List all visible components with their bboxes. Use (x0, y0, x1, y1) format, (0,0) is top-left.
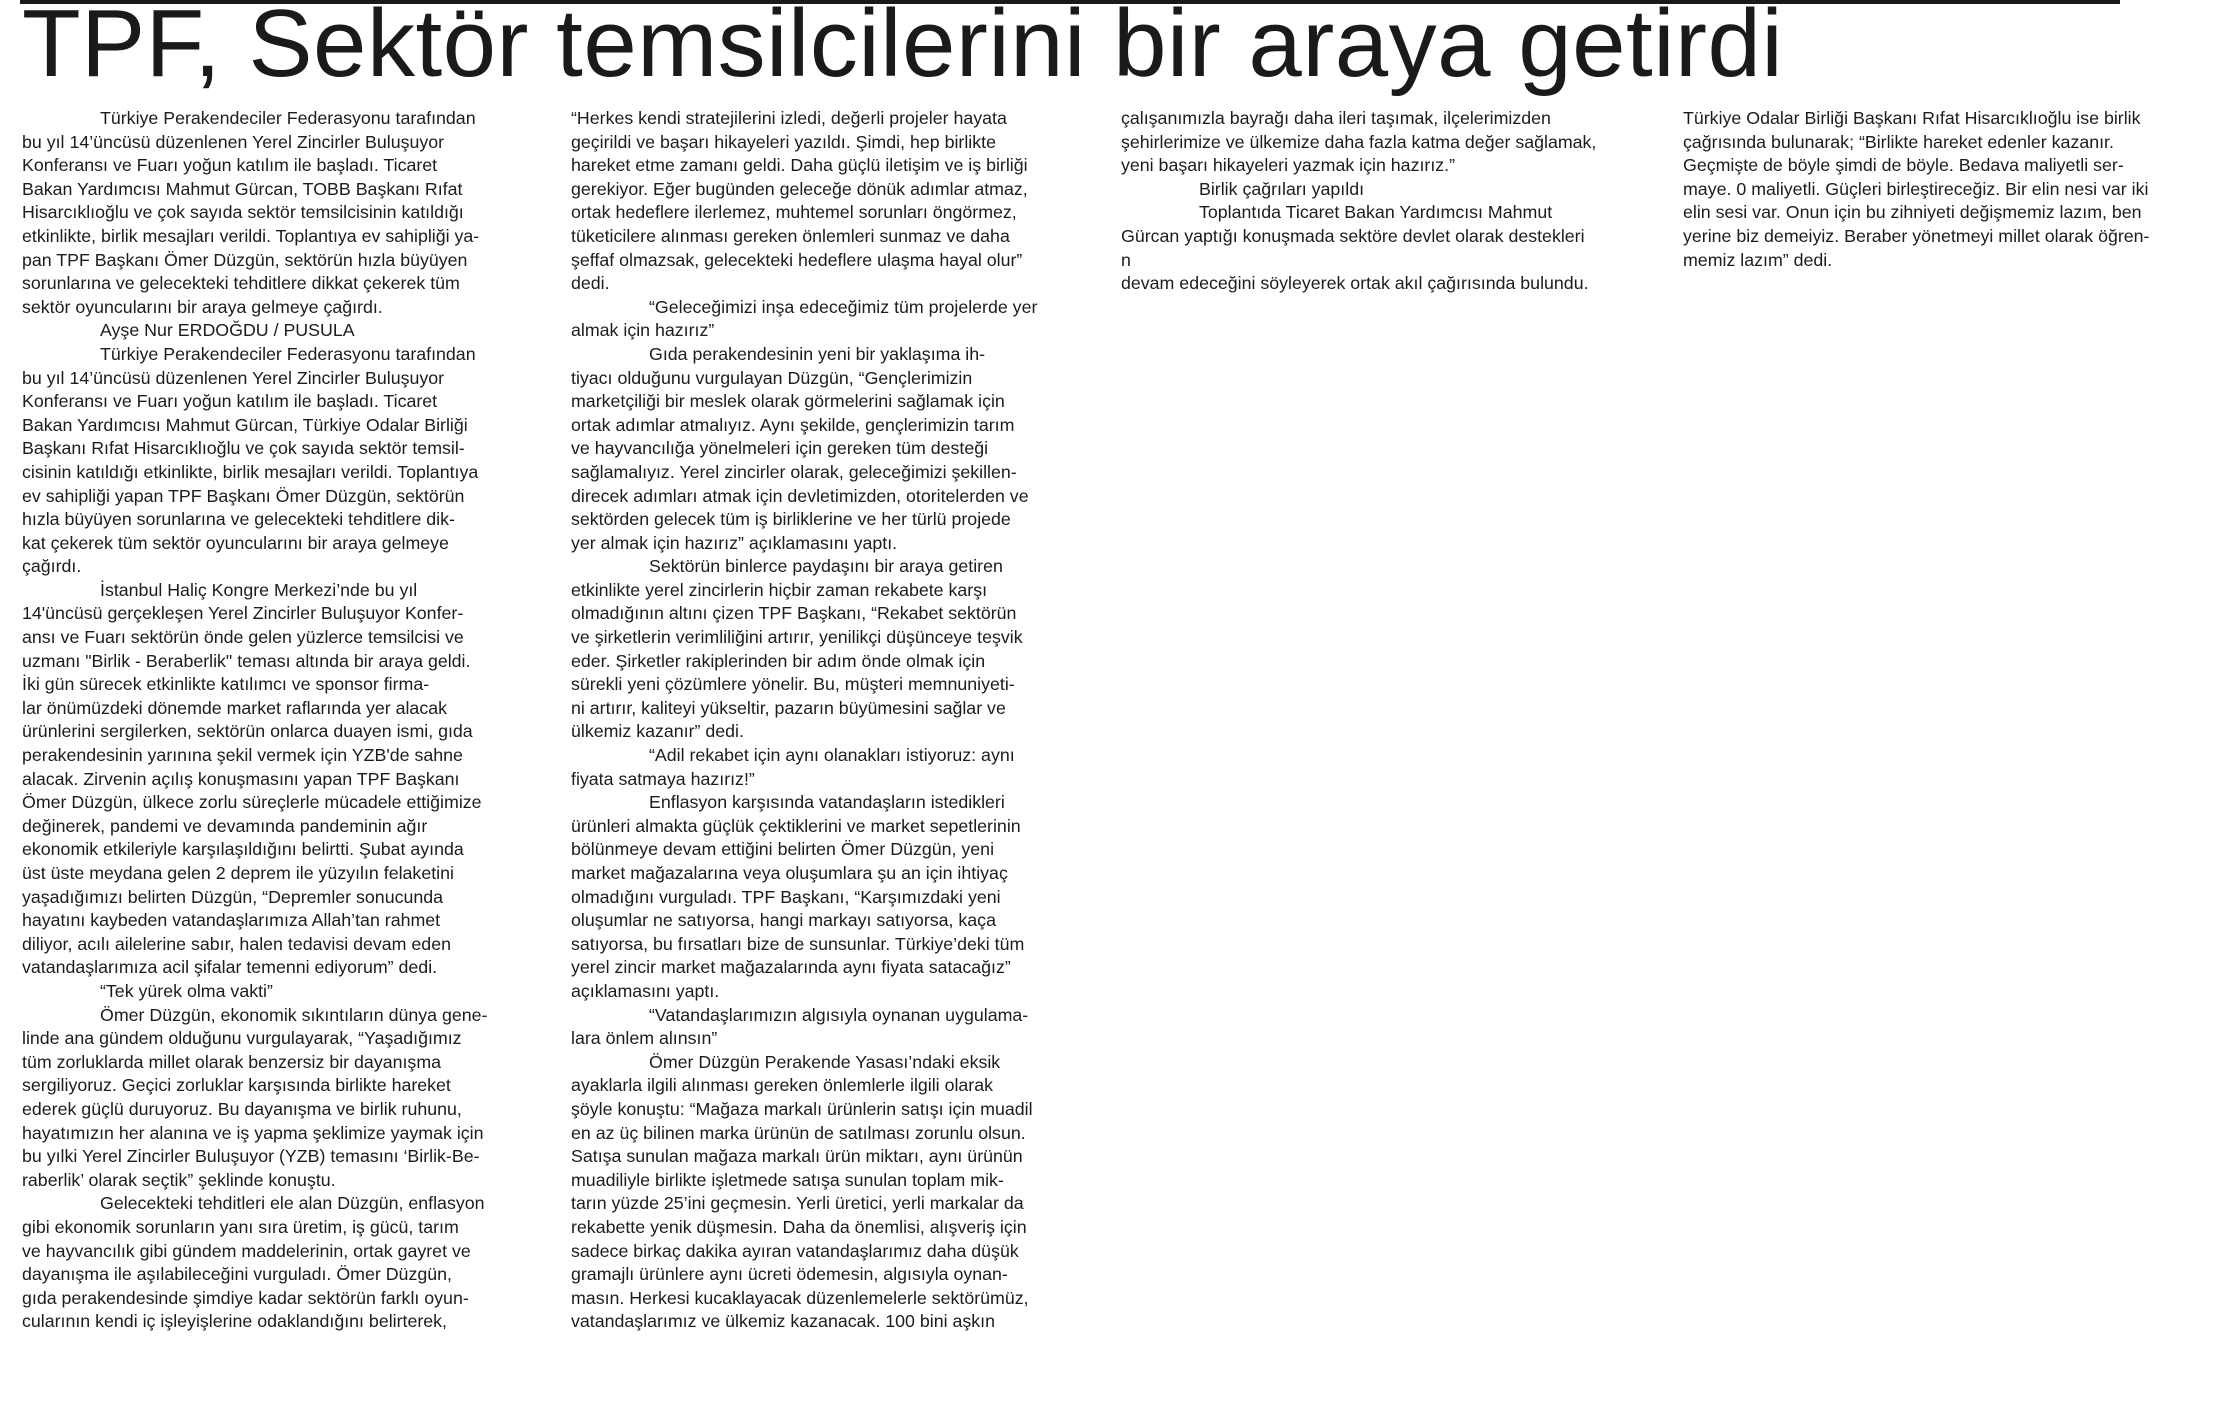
article-paragraph: Türkiye Perakendeciler Federasyonu tarafından bu yıl 14’üncüsü düzenlenen Yerel Zincirler Buluşuyor Konferansı ve Fuarı yoğun katılım ile başladı. Ticaret Bakan Yardımcısı Mahmut Gürcan, TOBB Başkanı Rıfat Hisarcıklıoğlu ve çok sayıda sektör temsilcisinin katıldığı etkinlikte, birlik mesajları verildi. Toplantıya ev sahipliği ya- pan TPF Başkanı Ömer Düzgün, sektörün hızla büyüyen sorunlarına ve gelecekteki tehditlere dikkat çekerek tüm sektör oyuncularını bir araya gelmeye çağırdı. (22, 108, 480, 317)
article-paragraph: Sektörün binlerce paydaşını bir araya getiren etkinlikte yerel zincirlerin hiçbir zaman rekabete karşı olmadığının altını çizen TPF Başkanı, “Rekabet sektörün ve şirketlerin verimliliğini artırır, yenilikçi düşünceye teşvik eder. Şirketler rakiplerinden bir adım önde olmak için sürekli yeni çözümlere yönelir. Bu, müşteri memnuniyeti- ni artırır, kaliteyi yükseltir, pazarın büyümesini sağlar ve ülkemiz kazanır” dedi. (571, 556, 1023, 742)
article-paragraph: “Geleceğimizi inşa edeceğimiz tüm projelerde yer almak için hazırız” (571, 296, 1038, 341)
article-paragraph: Gelecekteki tehditleri ele alan Düzgün, enflasyon gibi ekonomik sorunların yanı sıra üretim, iş gücü, tarım ve hayvancılık gibi gündem maddelerinin, ortak gayret ve dayanışma ile aşılabileceğini vurguladı. Ömer Düzgün, gıda perakendesinde şimdiye kadar sektörün farklı oyun- cularının kendi iç işleyişlerine odaklandığını belirterek, (22, 1193, 485, 1332)
article-paragraph: “Vatandaşlarımızın algısıyla oynanan uygulama- lara önlem alınsın” (571, 1004, 1029, 1049)
article-paragraph: çalışanımızla bayrağı daha ileri taşımak, ilçelerimizden şehirlerimize ve ülkemize daha fazla katma değer sağlamak, yeni başarı hikayeleri yazmak için hazırız.” (1121, 108, 1597, 176)
article-column-1 (22, 107, 567, 1334)
article-paragraph: Birlik çağrıları yapıldı (1199, 178, 1365, 199)
article-column-3 (1121, 107, 1666, 296)
article-paragraph: “Tek yürek olma vakti” (100, 980, 273, 1001)
article-paragraph: Gıda perakendesinin yeni bir yaklaşıma ih- tiyacı olduğunu vurgulayan Düzgün, “Gençlerimizin marketçiliği bir meslek olarak görmelerini sağlamak için ortak adımlar atmalıyız. Aynı şekilde, gençlerimizin tarım ve hayvancılığa yönelmeleri için gereken tüm desteği sağlamalıyız. Yerel zincirler olarak, geleceğimizi şekillen- direcek adımları atmak için devletimizden, otoritelerden ve sektörden gelecek tüm iş birliklerine ve her türlü projede yer almak için hazırız” açıklamasını yaptı. (571, 343, 1029, 553)
article-paragraph: Ayşe Nur ERDOĞDU / PUSULA (100, 320, 355, 341)
article-paragraph: Enflasyon karşısında vatandaşların istedikleri ürünleri almakta güçlük çektiklerini ve market sepetlerinin bölünmeye devam ettiğini belirten Ömer Düzgün, yeni market mağazalarına veya oluşumlara şu an için ihtiyaç olmadığını vurguladı. TPF Başkanı, “Karşımızdaki yeni oluşumlar ne satıyorsa, hangi markayı satıyorsa, kaça satıyorsa, bu fırsatları bize de sunsunlar. Türkiye’deki tüm yerel zincir market mağazalarında aynı fiyata satacağız” açıklamasını yaptı. (571, 792, 1025, 1001)
article-paragraph: “Adil rekabet için aynı olanakları istiyoruz: aynı fiyata satmaya hazırız!” (571, 745, 1015, 789)
article-paragraph: Ömer Düzgün, ekonomik sıkıntıların dünya gene- linde ana gündem olduğunu vurgulayarak, “Yaşadığımız tüm zorluklarda millet olarak benzersiz bir dayanışma sergiliyoruz. Geçici zorluklar karşısında birlikte hareket ederek güçlü duruyoruz. Bu dayanışma ve birlik ruhunu, hayatımızın her alanına ve iş yapma şeklimize yaymak için bu yılki Yerel Zincirler Buluşuyor (YZB) temasını ‘Birlik-Be- raberlik’ olarak seçtik” şeklinde konuştu. (22, 1004, 488, 1190)
article-column-2 (571, 107, 1116, 1334)
article-paragraph: Türkiye Perakendeciler Federasyonu tarafından bu yıl 14’üncüsü düzenlenen Yerel Zincirler Buluşuyor Konferansı ve Fuarı yoğun katılım ile başladı. Ticaret Bakan Yardımcısı Mahmut Gürcan, Türkiye Odalar Birliği Başkanı Rıfat Hisarcıklıoğlu ve çok sayıda sektör temsil- cisinin katıldığı etkinlikte, birlik mesajları verildi. Toplantıya ev sahipliği yapan TPF Başkanı Ömer Düzgün, sektörün hızla büyüyen sorunlarına ve gelecekteki tehditlere dik- kat çekerek tüm sektör oyuncularını bir araya gelmeye çağırdı. (22, 343, 479, 577)
article-column-4 (1683, 107, 2227, 272)
headline: TPF, Sektör temsilcilerini bir araya getirdi (22, 0, 1784, 97)
article-paragraph: Türkiye Odalar Birliği Başkanı Rıfat Hisarcıklıoğlu ise birlik çağrısında bulunarak; “Birlikte hareket edenler kazanır. Geçmişte de böyle şimdi de böyle. Bedava maliyetli ser- maye. 0 maliyetli. Güçleri birleştireceğiz. Bir elin nesi var iki elin sesi var. Onun için bu zihniyeti değişmemiz lazım, ben yerine biz demeiyiz. Beraber yönetmeyi millet olarak öğren- memiz lazım” dedi. (1683, 108, 2150, 270)
article-paragraph: “Herkes kendi stratejilerini izledi, değerli projeler hayata geçirildi ve başarı hikayeleri yazıldı. Şimdi, hep birlikte hareket etme zamanı geldi. Daha güçlü iletişim ve iş birliği gerekiyor. Eğer bugünden geleceğe dönük adımlar atmaz, ortak hedeflere ilerlemez, muhtemel sorunları öngörmez, tüketicilere alınması gereken önlemleri sunmaz ve daha şeffaf olmazsak, gelecekteki hedeflere ulaşma hayal olur” dedi. (571, 108, 1028, 294)
article-paragraph: Ömer Düzgün Perakende Yasası’ndaki eksik ayaklarla ilgili alınması gereken önlemlerle ilgili olarak şöyle konuştu: “Mağaza markalı ürünlerin satışı için muadil en az üç bilinen marka ürünün de satılması zorunlu olsun. Satışa sunulan mağaza markalı ürün miktarı, aynı ürünün muadiliyle birlikte işletmede satışa sunulan toplam mik- tarın yüzde 25’ini geçmesin. Yerli üretici, yerli markalar da rekabette yenik düşmesin. Daha da önemlisi, alışveriş için sadece birkaç dakika ayıran vatandaşlarımız daha düşük gramajlı ürünlere aynı ücreti ödemesin, algısıyla oynan- masın. Herkesi kucaklayacak düzenlemelerle sektörümüz, vatandaşlarımız ve ülkemiz kazanacak. 100 bini aşkın (571, 1051, 1033, 1332)
article-paragraph: Toplantıda Ticaret Bakan Yardımcısı Mahmut Gürcan yaptığı konuşmada sektöre devlet olarak destekleri n devam edeceğini söyleyerek ortak akıl çağırısında bulundu. (1121, 202, 1589, 294)
article-paragraph: İstanbul Haliç Kongre Merkezi’nde bu yıl 14'üncüsü gerçekleşen Yerel Zincirler Buluşuyor Konfer- ansı ve Fuarı sektörün önde gelen yüzlerce temsilcisi ve uzmanı "Birlik - Beraberlik" teması altında bir araya geldi. İki gün sürecek etkinlikte katılımcı ve sponsor firma- lar önümüzdeki dönemde market raflarında yer alacak ürünlerini sergilerken, sektörün onlarca duayen ismi, gıda perakendesinin yarınına şekil vermek için YZB'de sahne alacak. Zirvenin açılış konuşmasını yapan TPF Başkanı Ömer Düzgün, ülkece zorlu süreçlerle mücadele ettiğimize değinerek, pandemi ve devamında pandeminin ağır ekonomik etkileriyle karşılaşıldığını belirtti. Şubat ayında üst üste meydana gelen 2 deprem ile yüzyılın felaketini yaşadığımızı belirten Düzgün, “Depremler sonucunda hayatını kaybeden vatandaşlarımıza Allah’tan rahmet diliyor, acılı ailelerine sabır, halen tedavisi devam eden vatandaşlarımıza acil şifalar temenni ediyorum” dedi. (22, 579, 482, 978)
